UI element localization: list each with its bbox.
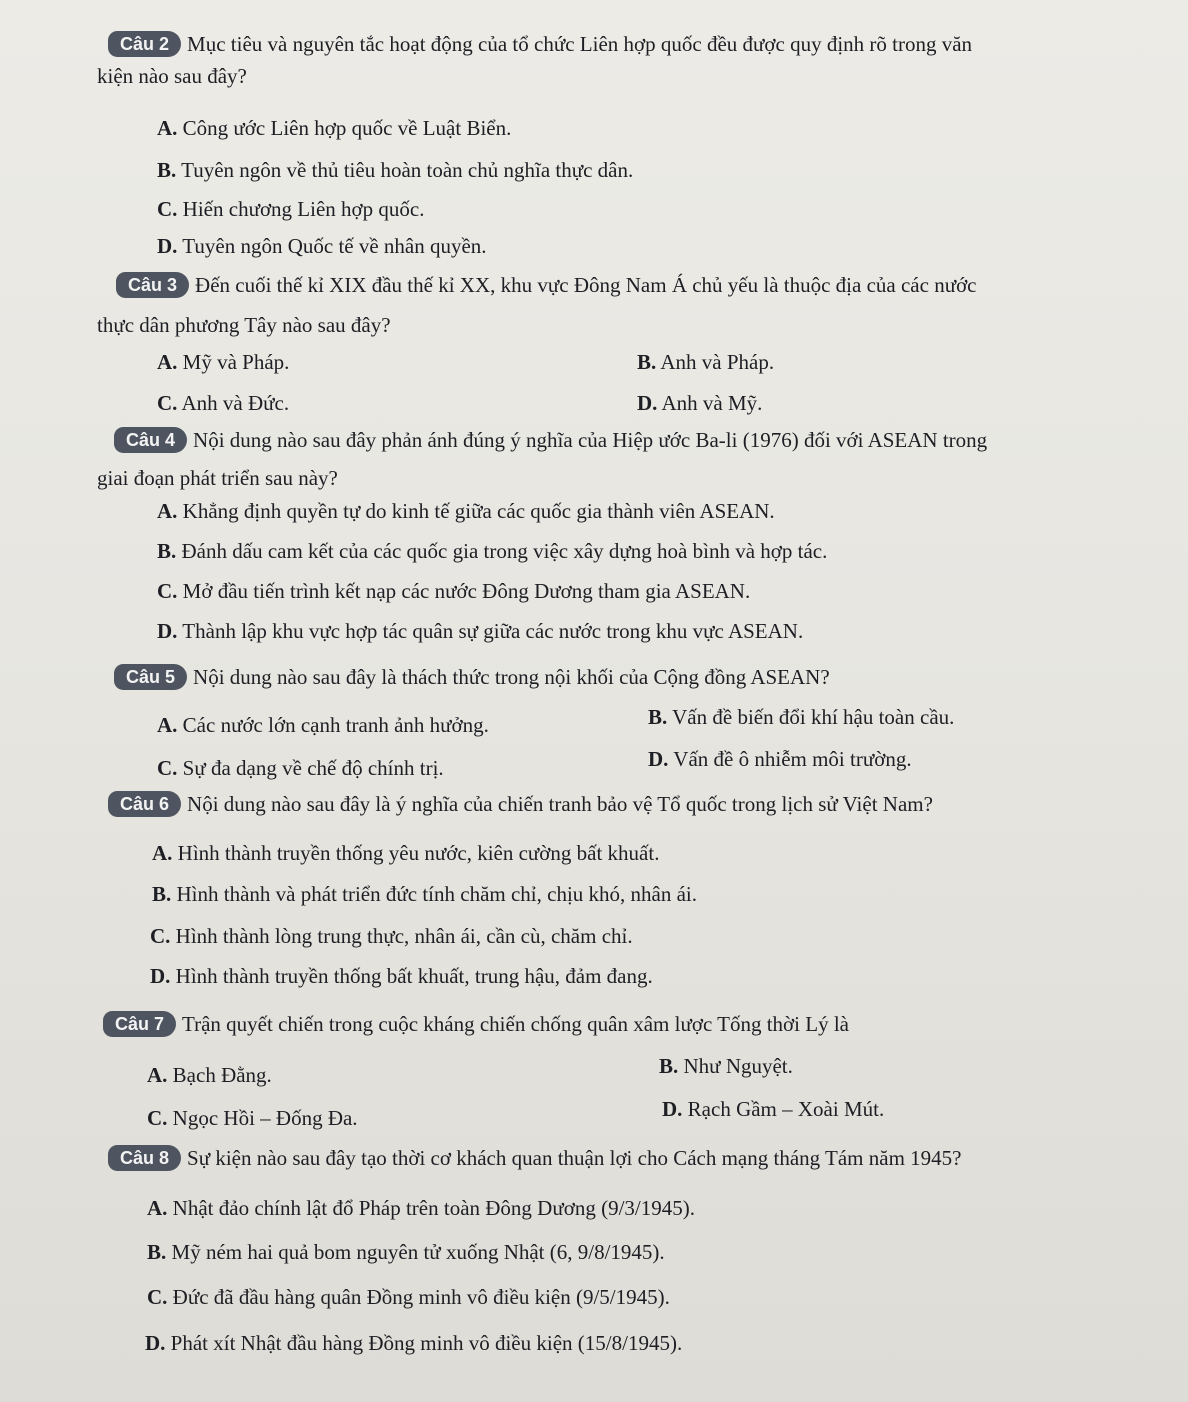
- question-2-stem-cont: kiện nào sau đây?: [97, 64, 247, 88]
- question-3-option-a[interactable]: A. Mỹ và Pháp.: [157, 350, 290, 374]
- question-5-option-b[interactable]: B. Vấn đề biến đổi khí hậu toàn cầu.: [648, 705, 955, 729]
- question-2-option-d[interactable]: D. Tuyên ngôn Quốc tế về nhân quyền.: [157, 234, 487, 258]
- question-6-option-c[interactable]: C. Hình thành lòng trung thực, nhân ái, cần cù, chăm chỉ.: [150, 924, 633, 948]
- question-2-option-a[interactable]: A. Công ước Liên hợp quốc về Luật Biển.: [157, 116, 512, 140]
- question-6-label: Câu 6: [108, 791, 181, 817]
- question-2-option-c[interactable]: C. Hiến chương Liên hợp quốc.: [157, 197, 425, 221]
- question-5-label: Câu 5: [114, 664, 187, 690]
- question-5-option-a[interactable]: A. Các nước lớn cạnh tranh ảnh hưởng.: [157, 713, 489, 737]
- question-3-label: Câu 3: [116, 272, 189, 298]
- question-3-stem-cont: thực dân phương Tây nào sau đây?: [97, 313, 391, 337]
- question-4-option-b[interactable]: B. Đánh dấu cam kết của các quốc gia trong việc xây dựng hoà bình và hợp tác.: [157, 539, 828, 563]
- question-4-label: Câu 4: [114, 427, 187, 453]
- question-3-stem: Câu 3 Đến cuối thế kỉ XIX đầu thế kỉ XX, khu vực Đông Nam Á chủ yếu là thuộc địa của các nước: [116, 271, 977, 299]
- question-7-option-b[interactable]: B. Như Nguyệt.: [659, 1054, 793, 1078]
- question-3-option-c[interactable]: C. Anh và Đức.: [157, 391, 290, 415]
- question-2-stem: Câu 2 Mục tiêu và nguyên tắc hoạt động của tổ chức Liên hợp quốc đều được quy định rõ trong văn: [108, 30, 972, 58]
- question-8-stem: Câu 8 Sự kiện nào sau đây tạo thời cơ khách quan thuận lợi cho Cách mạng tháng Tám năm 1945?: [108, 1144, 962, 1172]
- question-4-stem: Câu 4 Nội dung nào sau đây phản ánh đúng ý nghĩa của Hiệp ước Ba-li (1976) đối với ASEAN trong: [114, 426, 987, 454]
- question-4-option-c[interactable]: C. Mở đầu tiến trình kết nạp các nước Đông Dương tham gia ASEAN.: [157, 579, 751, 603]
- question-7-label: Câu 7: [103, 1011, 176, 1037]
- question-7-option-a[interactable]: A. Bạch Đằng.: [147, 1063, 272, 1087]
- question-6-option-d[interactable]: D. Hình thành truyền thống bất khuất, trung hậu, đảm đang.: [150, 964, 653, 988]
- question-5-option-c[interactable]: C. Sự đa dạng về chế độ chính trị.: [157, 756, 444, 780]
- question-4-stem-cont: giai đoạn phát triển sau này?: [97, 466, 338, 490]
- question-3-option-d[interactable]: D. Anh và Mỹ.: [637, 391, 763, 415]
- question-8-option-c[interactable]: C. Đức đã đầu hàng quân Đồng minh vô điều kiện (9/5/1945).: [147, 1285, 670, 1309]
- question-3-option-b[interactable]: B. Anh và Pháp.: [637, 350, 775, 374]
- question-2-label: Câu 2: [108, 31, 181, 57]
- question-6-stem: Câu 6 Nội dung nào sau đây là ý nghĩa của chiến tranh bảo vệ Tổ quốc trong lịch sử Việt Nam?: [108, 790, 933, 818]
- question-7-option-d[interactable]: D. Rạch Gầm – Xoài Mút.: [662, 1097, 885, 1121]
- question-7-stem: Câu 7 Trận quyết chiến trong cuộc kháng chiến chống quân xâm lược Tống thời Lý là: [103, 1010, 849, 1038]
- question-5-stem: Câu 5 Nội dung nào sau đây là thách thức trong nội khối của Cộng đồng ASEAN?: [114, 663, 830, 691]
- question-5-option-d[interactable]: D. Vấn đề ô nhiễm môi trường.: [648, 747, 912, 771]
- question-6-option-b[interactable]: B. Hình thành và phát triển đức tính chăm chỉ, chịu khó, nhân ái.: [152, 882, 698, 906]
- question-4-option-d[interactable]: D. Thành lập khu vực hợp tác quân sự giữa các nước trong khu vực ASEAN.: [157, 619, 804, 643]
- question-4-option-a[interactable]: A. Khẳng định quyền tự do kinh tế giữa các quốc gia thành viên ASEAN.: [157, 499, 775, 523]
- question-8-label: Câu 8: [108, 1145, 181, 1171]
- question-8-option-a[interactable]: A. Nhật đảo chính lật đổ Pháp trên toàn Đông Dương (9/3/1945).: [147, 1196, 695, 1220]
- question-8-option-d[interactable]: D. Phát xít Nhật đầu hàng Đồng minh vô điều kiện (15/8/1945).: [145, 1331, 683, 1355]
- question-2-option-b[interactable]: B. Tuyên ngôn về thủ tiêu hoàn toàn chủ nghĩa thực dân.: [157, 158, 634, 182]
- question-6-option-a[interactable]: A. Hình thành truyền thống yêu nước, kiên cường bất khuất.: [152, 841, 660, 865]
- question-8-option-b[interactable]: B. Mỹ ném hai quả bom nguyên tử xuống Nhật (6, 9/8/1945).: [147, 1240, 665, 1264]
- question-7-option-c[interactable]: C. Ngọc Hồi – Đống Đa.: [147, 1106, 358, 1130]
